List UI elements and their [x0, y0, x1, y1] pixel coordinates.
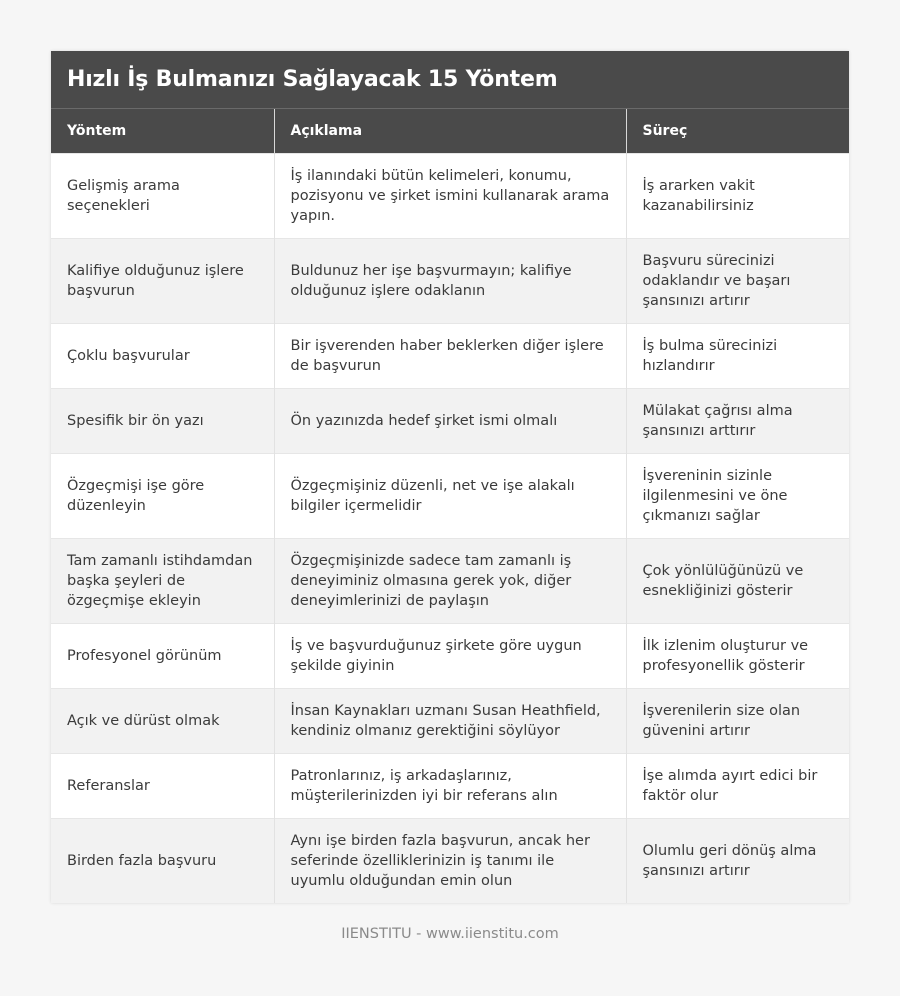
cell-method: Spesifik bir ön yazı: [51, 389, 274, 454]
cell-process: İşe alımda ayırt edici bir faktör olur: [626, 754, 849, 819]
cell-description: Bir işverenden haber beklerken diğer işlere de başvurun: [274, 324, 626, 389]
cell-method: Gelişmiş arama seçenekleri: [51, 154, 274, 239]
cell-description: Buldunuz her işe başvurmayın; kalifiye olduğunuz işlere odaklanın: [274, 239, 626, 324]
column-header-process: Süreç: [626, 109, 849, 154]
cell-process: İlk izlenim oluşturur ve profesyonellik gösterir: [626, 624, 849, 689]
table-row: [51, 689, 849, 754]
methods-table: [51, 109, 849, 903]
table-row: [51, 754, 849, 819]
cell-process: Çok yönlülüğünüzü ve esnekliğinizi gösterir: [626, 539, 849, 624]
table-row: [51, 539, 849, 624]
cell-description: İnsan Kaynakları uzmanı Susan Heathfield, kendiniz olmanız gerektiğini söylüyor: [274, 689, 626, 754]
cell-description: Patronlarınız, iş arkadaşlarınız, müşterilerinizden iyi bir referans alın: [274, 754, 626, 819]
cell-method: Referanslar: [51, 754, 274, 819]
cell-method: Birden fazla başvuru: [51, 819, 274, 904]
cell-method: Kalifiye olduğunuz işlere başvurun: [51, 239, 274, 324]
methods-table-card: [51, 51, 849, 903]
cell-process: İş bulma sürecinizi hızlandırır: [626, 324, 849, 389]
cell-method: Açık ve dürüst olmak: [51, 689, 274, 754]
cell-method: Çoklu başvurular: [51, 324, 274, 389]
table-row: [51, 154, 849, 239]
table-row: [51, 624, 849, 689]
cell-process: Başvuru sürecinizi odaklandır ve başarı şansınızı artırır: [626, 239, 849, 324]
cell-process: İşvereninin sizinle ilgilenmesini ve öne çıkmanızı sağlar: [626, 454, 849, 539]
cell-description: Özgeçmişiniz düzenli, net ve işe alakalı bilgiler içermelidir: [274, 454, 626, 539]
table-title: Hızlı İş Bulmanızı Sağlayacak 15 Yöntem: [51, 51, 849, 109]
table-row: [51, 324, 849, 389]
cell-method: Özgeçmişi işe göre düzenleyin: [51, 454, 274, 539]
cell-process: Olumlu geri dönüş alma şansınızı artırır: [626, 819, 849, 904]
cell-process: İş ararken vakit kazanabilirsiniz: [626, 154, 849, 239]
cell-process: İşverenilerin size olan güvenini artırır: [626, 689, 849, 754]
column-header-method: Yöntem: [51, 109, 274, 154]
table-row: [51, 389, 849, 454]
cell-description: İş ve başvurduğunuz şirkete göre uygun şekilde giyinin: [274, 624, 626, 689]
table-row: [51, 454, 849, 539]
cell-process: Mülakat çağrısı alma şansınızı arttırır: [626, 389, 849, 454]
footer-credit: IIENSTITU - www.iienstitu.com: [341, 926, 559, 942]
cell-method: Profesyonel görünüm: [51, 624, 274, 689]
column-header-description: Açıklama: [274, 109, 626, 154]
table-header-row: [51, 109, 849, 154]
table-row: [51, 239, 849, 324]
cell-description: İş ilanındaki bütün kelimeleri, konumu, pozisyonu ve şirket ismini kullanarak arama yapın.: [274, 154, 626, 239]
cell-description: Aynı işe birden fazla başvurun, ancak her seferinde özelliklerinizin iş tanımı ile uyumlu olduğundan emin olun: [274, 819, 626, 904]
cell-method: Tam zamanlı istihdamdan başka şeyleri de özgeçmişe ekleyin: [51, 539, 274, 624]
cell-description: Özgeçmişinizde sadece tam zamanlı iş deneyiminiz olmasına gerek yok, diğer deneyimlerinizi de paylaşın: [274, 539, 626, 624]
cell-description: Ön yazınızda hedef şirket ismi olmalı: [274, 389, 626, 454]
table-row: [51, 819, 849, 904]
